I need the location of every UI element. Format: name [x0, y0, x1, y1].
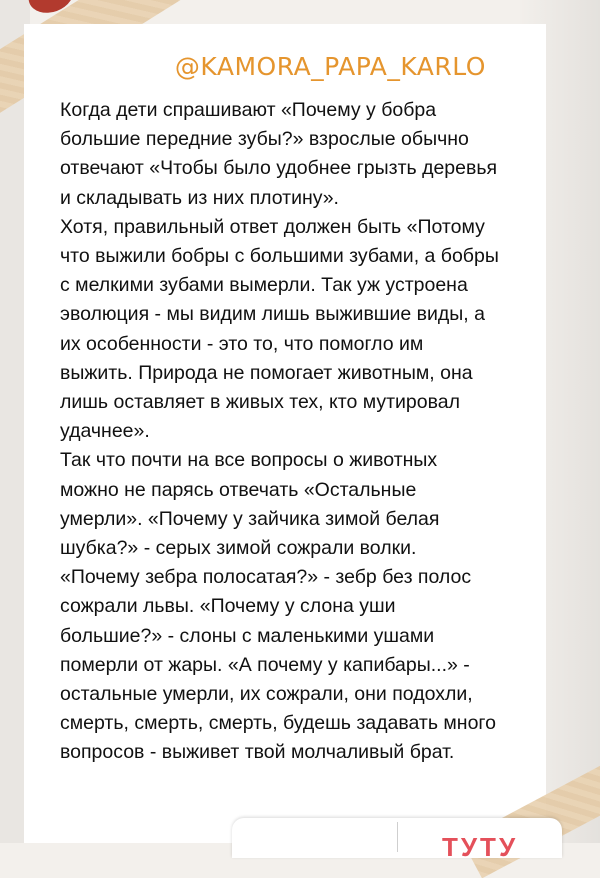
bottom-bar-label[interactable]: ТУТУ [442, 832, 519, 862]
paragraph-3: Так что почти на все вопросы о животных можно не парясь отвечать «Остальные умерли». «Почему у зайчика зимой белая шубка?» - серых зимой сожрали волки. «Почему зебра полосатая?» - зебр без полос сожрали львы. «Почему у слона уши большие?» - слоны с маленькими ушами померли от жары. «А почему у капибары...» - остальные умерли, их сожрали, они подохли, смерть, смерть, смерть, будешь задавать много вопросов - выживет твой молчаливый брат. [60, 449, 496, 764]
author-handle[interactable]: @KAMORA_PAPA_KARLO [174, 52, 486, 81]
note-card [24, 24, 546, 843]
bar-divider [397, 822, 398, 852]
bottom-bar[interactable] [232, 818, 562, 862]
article-text [60, 96, 500, 768]
paragraph-2: Хотя, правильный ответ должен быть «Потому что выжили бобры с большими зубами, а бобры с мелкими зубами вымерли. Так уж устроена эволюция - мы видим лишь выжившие виды, а их особенности - это то, что помогло им выжить. Природа не помогает животным, она лишь оставляет в живых тех, кто мутировал удачнее». [60, 215, 499, 443]
paragraph-1: Когда дети спрашивают «Почему у бобра большие передние зубы?» взрослые обычно отвечают «Чтобы было удобнее грызть деревья и складывать из них плотину». [60, 99, 498, 209]
